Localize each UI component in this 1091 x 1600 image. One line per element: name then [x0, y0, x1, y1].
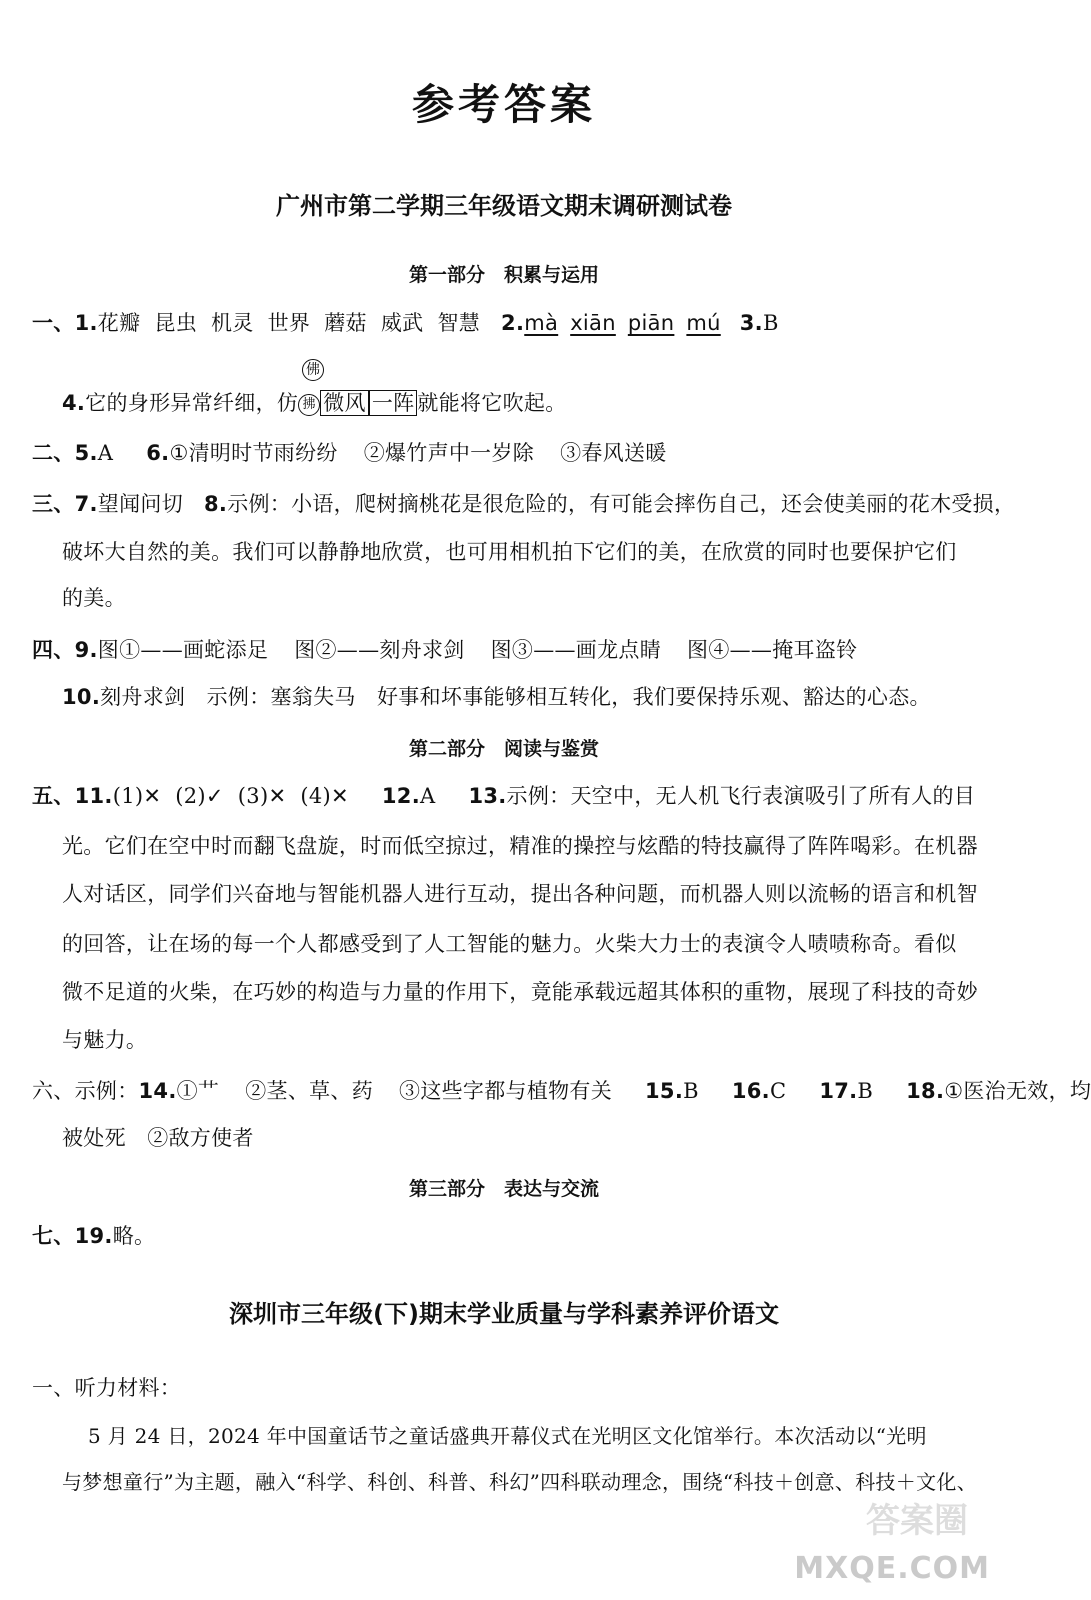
q1-word: 世界 [267, 311, 311, 335]
q8-text: 的美。 [62, 586, 126, 610]
part-heading-1: 第一部分 积累与运用 [408, 264, 599, 286]
q13-text: 人对话区，同学们兴奋地与智能机器人进行互动，提出各种问题，而机器人则以流畅的语言和机智 [62, 882, 978, 906]
q14-prefix: 六、示例： [32, 1079, 139, 1103]
q5-answer: A [97, 441, 114, 465]
q11-answer: (3)✕ [237, 784, 287, 808]
q1-word: 蘑菇 [324, 311, 367, 335]
q11-label: 五、11. [32, 784, 113, 808]
answer-line-q7 [32, 488, 1015, 518]
q9-label: 四、9. [32, 638, 98, 662]
q4-boxed-word: 一阵 [369, 390, 418, 416]
q13-text: 微不足道的火柴，在巧妙的构造与力量的作用下，竟能承载远超其体积的重物，展现了科技的奇妙 [62, 980, 978, 1004]
q19-answer: 略。 [112, 1224, 156, 1248]
exam-title-shenzhen: 深圳市三年级(下)期末学业质量与学科素养评价语文 [229, 1300, 779, 1328]
q4-boxed-word: 微风 [320, 390, 369, 416]
q7-label: 三、7. [32, 492, 98, 516]
q2-pinyin: mà [524, 311, 559, 335]
q11-answer: (4)✕ [300, 784, 349, 808]
q4-text-post: 就能将它吹起。 [417, 391, 567, 415]
q12-answer: A [419, 784, 436, 808]
q7-answer: 望闻问切 [97, 492, 183, 516]
answer-line-q14 [32, 1075, 1091, 1105]
q8-text: 示例：小语，爬树摘桃花是很危险的，有可能会摔伤自己，还会使美丽的花木受损， [227, 492, 1016, 516]
q18-text: ①医治无效，均 [944, 1079, 1091, 1103]
q1-word: 机灵 [211, 311, 254, 335]
q8-label: 8. [203, 492, 228, 516]
listening-paragraph: 与梦想童行”为主题，融入“科学、科创、科普、科幻”四科联动理念，围绕“科技＋创意、科技＋文化、 [62, 1470, 977, 1494]
q1-word: 智慧 [437, 311, 481, 335]
q13-text: 与魅力。 [62, 1028, 148, 1052]
q6-answer: ③春风送暖 [560, 441, 667, 465]
exam-title-guangzhou: 广州市第二学期三年级语文期末调研测试卷 [276, 192, 732, 220]
q3-answer: B [762, 311, 779, 335]
q2-pinyin: piān [627, 311, 675, 335]
q9-item: 图②——刻舟求剑 [294, 638, 465, 662]
q13-text: 光。它们在空中时而翻飞盘旋，时而低空掠过，精准的操控与炫酷的特技赢得了阵阵喝彩。在机器 [62, 834, 978, 858]
q12-label: 12. [381, 784, 420, 808]
q13-text: 的回答，让在场的每一个人都感受到了人工智能的魅力。火柴大力士的表演令人啧啧称奇。看似 [62, 932, 957, 956]
q1-word: 昆虫 [154, 311, 198, 335]
q1-word: 花瓣 [97, 311, 141, 335]
q6-label: 6. [146, 441, 170, 465]
q3-label: 3. [739, 311, 763, 335]
q19-label: 七、19. [32, 1224, 113, 1248]
q6-answer: ②爆竹声中一岁除 [363, 441, 535, 465]
q4-inserted-char: 佛 [302, 359, 324, 381]
q18-label: 18. [906, 1079, 945, 1103]
q10-label: 10. [62, 685, 101, 709]
answer-line-q5 [32, 437, 667, 467]
page-title: 参考答案 [411, 80, 596, 129]
q4-correction [298, 362, 321, 416]
answer-line-q19 [32, 1220, 155, 1250]
answer-line-q10 [62, 681, 931, 711]
answer-line-q9 [32, 634, 857, 664]
q16-answer: C [769, 1079, 787, 1103]
q11-answer: (2)✓ [175, 784, 224, 808]
q17-label: 17. [819, 1079, 858, 1103]
q14-label: 14. [138, 1079, 177, 1103]
q14-answer: ③这些字都与植物有关 [399, 1079, 613, 1103]
q17-answer: B [857, 1079, 874, 1103]
q1-word: 威武 [380, 311, 424, 335]
answer-line-q11 [32, 780, 975, 810]
q4-text-pre: 它的身形异常纤细，仿 [85, 391, 299, 415]
q10-text: 刻舟求剑 示例：塞翁失马 好事和坏事能够相互转化，我们要保持乐观、豁达的心态。 [100, 685, 931, 709]
answer-line-q1 [32, 307, 779, 337]
q18-text: 被处死 ②敌方使者 [62, 1126, 254, 1150]
q6-answer: ①清明时节雨纷纷 [169, 441, 338, 465]
q14-answer: ①艹 [176, 1079, 220, 1103]
q2-pinyin: mú [686, 311, 721, 335]
part-heading-2: 第二部分 阅读与鉴赏 [408, 738, 599, 760]
q1-label: 一、1. [32, 311, 98, 335]
q9-item: 图④——掩耳盗铃 [687, 638, 858, 662]
q15-answer: B [683, 1079, 699, 1103]
answer-line-q4 [62, 362, 567, 417]
listening-paragraph: 5 月 24 日，2024 年中国童话节之童话盛典开幕仪式在光明区文化馆举行。本次活动以“光明 [88, 1424, 927, 1448]
q14-answer: ②茎、草、药 [245, 1079, 374, 1103]
section-heading-listening: 一、听力材料： [32, 1376, 182, 1400]
q9-item: 图①——画蛇添足 [97, 638, 269, 662]
q8-text: 破坏大自然的美。我们可以静静地欣赏，也可用相机拍下它们的美，在欣赏的同时也要保护它们 [62, 540, 957, 564]
q2-label: 2. [501, 311, 525, 335]
q4-label: 4. [62, 391, 86, 415]
q11-answer: (1)✕ [112, 784, 162, 808]
q15-label: 15. [645, 1079, 684, 1103]
q13-label: 13. [468, 784, 507, 808]
q9-item: 图③——画龙点睛 [490, 638, 662, 662]
watermark-url: MXQE.COM [794, 1551, 990, 1586]
q5-label: 二、5. [32, 441, 98, 465]
q4-circled-char: 拂 [298, 394, 320, 416]
q16-label: 16. [731, 1079, 770, 1103]
watermark-logo: 答案圈 [866, 1501, 968, 1541]
q13-text: 示例：天空中，无人机飞行表演吸引了所有人的目 [506, 784, 976, 808]
q2-pinyin: xiān [570, 311, 616, 335]
part-heading-3: 第三部分 表达与交流 [408, 1178, 599, 1200]
